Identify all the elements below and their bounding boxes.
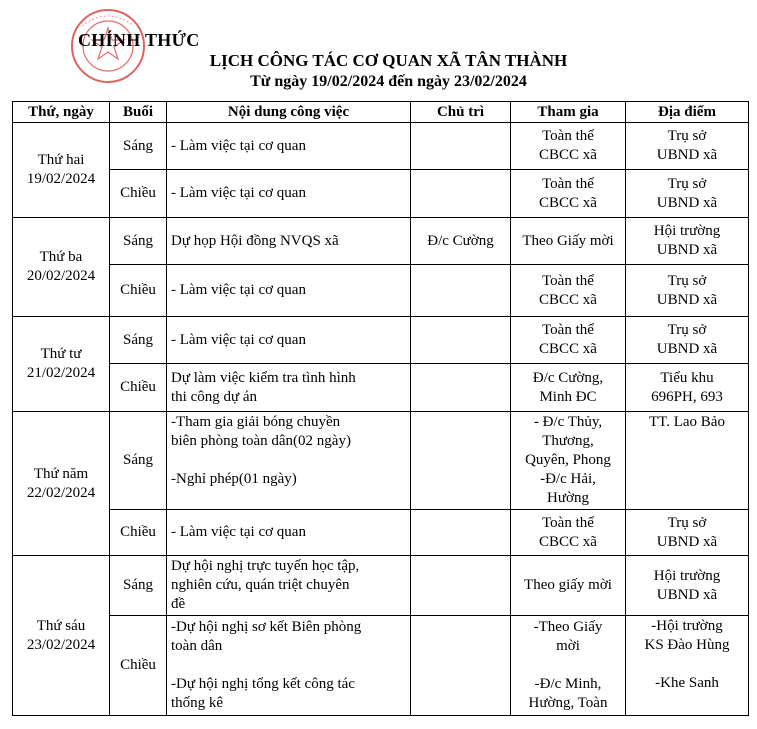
table-row	[13, 556, 749, 616]
session-cell: Chiều	[110, 616, 167, 716]
location-cell: Hội trường UBND xã	[626, 218, 749, 265]
participants-cell: - Đ/c Thủy, Thương, Quyên, Phong -Đ/c Hải, Hường	[511, 412, 626, 510]
location-cell: TT. Lao Bảo	[626, 412, 749, 510]
location-cell: Trụ sở UBND xã	[626, 265, 749, 317]
header-session: Buổi	[110, 102, 167, 123]
day-cell	[13, 412, 110, 556]
content-cell: Dự làm việc kiểm tra tình hình thi công dự án	[167, 364, 411, 412]
participants-cell: Theo giấy mời	[511, 556, 626, 616]
content-item: -Nghỉ phép(01 ngày)	[171, 471, 297, 487]
content-item: -Dự hội nghị tổng kết công tác thống kê	[171, 676, 355, 711]
day-date: 21/02/2024	[26, 365, 96, 381]
day-cell	[13, 317, 110, 412]
header-day: Thứ, ngày	[13, 102, 110, 123]
location-cell: Trụ sở UBND xã	[626, 317, 749, 364]
location-cell: Tiểu khu 696PH, 693	[626, 364, 749, 412]
day-name: Thứ ba	[39, 249, 83, 265]
chair-cell	[411, 317, 511, 364]
participants-cell: Toàn thể CBCC xã	[511, 170, 626, 218]
participants-item: -Đ/c Minh, Hường, Toàn	[528, 676, 608, 711]
participants-cell: Toàn thể CBCC xã	[511, 510, 626, 556]
participants-cell: Toàn thể CBCC xã	[511, 265, 626, 317]
content-cell	[167, 616, 411, 716]
participants-cell: Đ/c Cường, Minh ĐC	[511, 364, 626, 412]
content-cell: - Làm việc tại cơ quan	[167, 170, 411, 218]
day-cell	[13, 556, 110, 716]
participants-item: -Theo Giấy mời	[533, 619, 603, 654]
location-cell: Trụ sở UBND xã	[626, 123, 749, 170]
chair-cell	[411, 364, 511, 412]
table-header-row	[13, 102, 749, 123]
content-item: -Tham gia giải bóng chuyền biên phòng toàn dân(02 ngày)	[171, 414, 351, 449]
chair-cell: Đ/c Cường	[411, 218, 511, 265]
header-participants: Tham gia	[511, 102, 626, 123]
day-name: Thứ hai	[37, 152, 85, 168]
table-row	[13, 123, 749, 170]
chair-cell	[411, 123, 511, 170]
day-name: Thứ tư	[40, 346, 82, 362]
session-cell: Chiều	[110, 364, 167, 412]
location-cell	[626, 616, 749, 716]
day-date: 22/02/2024	[26, 484, 96, 501]
table-row	[13, 510, 749, 556]
participants-cell: Theo Giấy mời	[511, 218, 626, 265]
session-cell: Sáng	[110, 412, 167, 510]
location-cell: Trụ sở UBND xã	[626, 170, 749, 218]
participants-cell	[511, 616, 626, 716]
content-cell: - Làm việc tại cơ quan	[167, 265, 411, 317]
table-row	[13, 364, 749, 412]
participants-cell: Toàn thể CBCC xã	[511, 317, 626, 364]
location-cell: Hội trường UBND xã	[626, 556, 749, 616]
session-cell: Sáng	[110, 317, 167, 364]
content-cell: - Làm việc tại cơ quan	[167, 510, 411, 556]
content-item: -Dự hội nghị sơ kết Biên phòng toàn dân	[171, 619, 362, 654]
content-cell: - Làm việc tại cơ quan	[167, 317, 411, 364]
chair-cell	[411, 170, 511, 218]
day-name: Thứ sáu	[36, 617, 86, 634]
session-cell: Chiều	[110, 265, 167, 317]
location-item: -Hội trường KS Đào Hùng	[644, 618, 730, 653]
table-row	[13, 218, 749, 265]
header-content: Nội dung công việc	[167, 102, 411, 123]
session-cell: Chiều	[110, 510, 167, 556]
day-date: 20/02/2024	[26, 268, 96, 284]
session-cell: Chiều	[110, 170, 167, 218]
day-cell	[13, 123, 110, 218]
header-chair: Chủ trì	[411, 102, 511, 123]
chair-cell	[411, 616, 511, 716]
table-row	[13, 412, 749, 510]
session-cell: Sáng	[110, 556, 167, 616]
day-name: Thứ năm	[33, 465, 89, 482]
table-row	[13, 616, 749, 716]
day-date: 19/02/2024	[26, 171, 96, 187]
content-cell: - Làm việc tại cơ quan	[167, 123, 411, 170]
content-cell	[167, 412, 411, 510]
content-cell: Dự họp Hội đồng NVQS xã	[167, 218, 411, 265]
schedule-table	[12, 101, 749, 716]
session-cell: Sáng	[110, 218, 167, 265]
chair-cell	[411, 265, 511, 317]
chair-cell	[411, 510, 511, 556]
table-row	[13, 170, 749, 218]
day-cell	[13, 218, 110, 317]
table-row	[13, 317, 749, 364]
participants-cell: Toàn thể CBCC xã	[511, 123, 626, 170]
session-cell: Sáng	[110, 123, 167, 170]
page-subtitle: Từ ngày 19/02/2024 đến ngày 23/02/2024	[250, 73, 527, 90]
header-location: Địa điểm	[626, 102, 749, 123]
official-stamp-label: CHÍNH THỨC	[78, 30, 200, 50]
location-item: -Khe Sanh	[655, 675, 719, 691]
location-cell: Trụ sở UBND xã	[626, 510, 749, 556]
content-cell: Dự hội nghị trực tuyến học tập, nghiên cứu, quán triệt chuyên đề	[167, 556, 411, 616]
chair-cell	[411, 556, 511, 616]
table-row	[13, 265, 749, 317]
chair-cell	[411, 412, 511, 510]
page-title: LỊCH CÔNG TÁC CƠ QUAN XÃ TÂN THÀNH	[209, 51, 568, 70]
day-date: 23/02/2024	[26, 636, 96, 653]
